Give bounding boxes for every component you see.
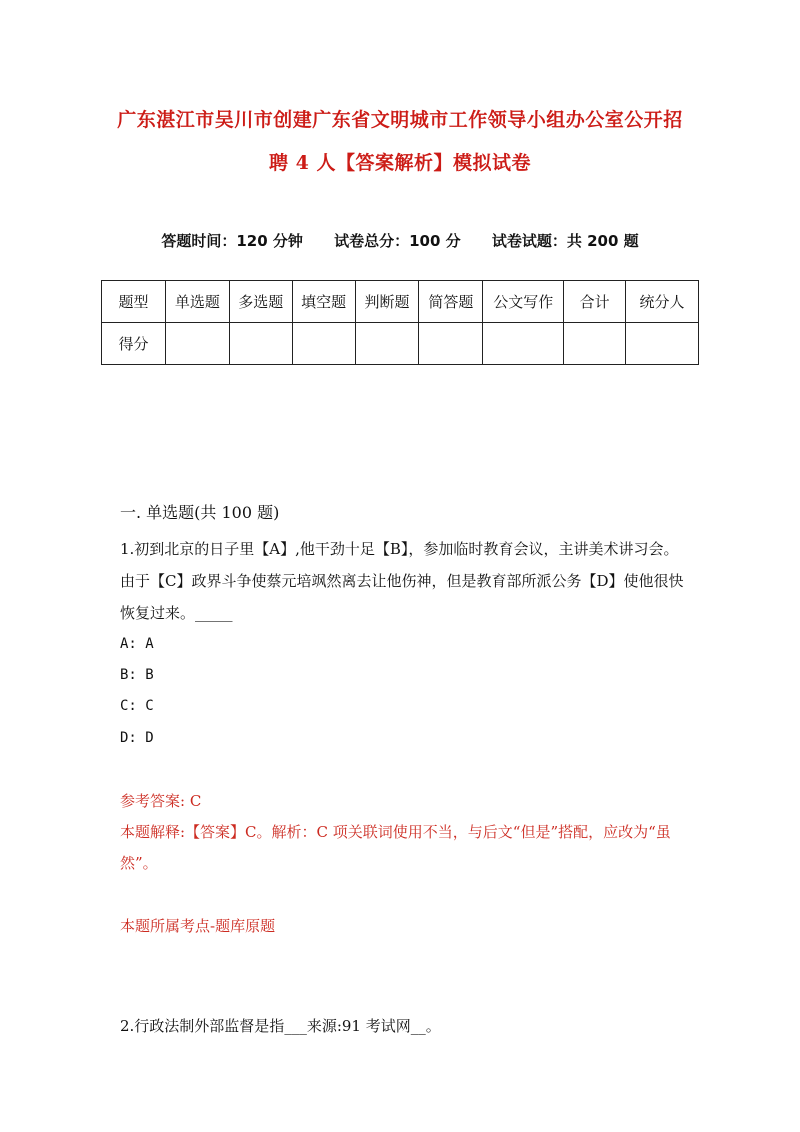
- score-table-score-row: [102, 323, 699, 365]
- section-title: 一. 单选题(共 100 题): [120, 503, 280, 522]
- score-cell: [292, 323, 355, 365]
- question-1-option-a: A: A: [120, 636, 154, 652]
- score-cell: [564, 323, 626, 365]
- score-cell: [483, 323, 564, 365]
- header-cell-short: 简答题: [419, 281, 483, 323]
- question-1-option-c: C: C: [120, 698, 154, 714]
- header-cell-multi: 多选题: [229, 281, 292, 323]
- document-title-line1: 广东湛江市吴川市创建广东省文明城市工作领导小组办公室公开招: [117, 109, 683, 131]
- header-cell-judge: 判断题: [355, 281, 419, 323]
- score-cell: [626, 323, 699, 365]
- question-1-source: 本题所属考点-题库原题: [120, 917, 276, 935]
- score-table-header-row: [102, 281, 699, 323]
- header-cell-fill: 填空题: [292, 281, 355, 323]
- question-1-answer: 参考答案: C: [120, 792, 202, 810]
- question-2-text: 2.行政法制外部监督是指___来源:91 考试网__。: [120, 1017, 441, 1035]
- question-1-option-d: D: D: [120, 730, 154, 746]
- score-cell: [355, 323, 419, 365]
- header-cell-total: 合计: [564, 281, 626, 323]
- score-table: [101, 280, 699, 365]
- score-cell: [229, 323, 292, 365]
- header-cell-writing: 公文写作: [483, 281, 564, 323]
- header-cell-scorer: 统分人: [626, 281, 699, 323]
- score-cell: [165, 323, 229, 365]
- score-row-label: 得分: [102, 323, 166, 365]
- exam-time: 答题时间：120 分钟: [161, 232, 303, 250]
- question-1-explanation: 本题解释:【答案】C。解析：C 项关联词使用不当，与后文“但是”搭配，应改为“虽然”。: [120, 823, 671, 872]
- question-1-option-b: B: B: [120, 667, 154, 683]
- exam-total-score: 试卷总分：100 分: [334, 232, 461, 250]
- header-cell-type: 题型: [102, 281, 166, 323]
- question-1-text: 1.初到北京的日子里【A】,他干劲十足【B】，参加临时教育会议，主讲美术讲习会。由于【C】政界斗争使蔡元培飒然离去让他伤神，但是教育部所派公务【D】使他很快恢复过来。_____: [120, 540, 684, 622]
- score-cell: [419, 323, 483, 365]
- exam-question-count: 试卷试题：共 200 题: [491, 232, 639, 250]
- document-title-line2: 聘 4 人【答案解析】模拟试卷: [269, 152, 531, 174]
- exam-meta: [0, 230, 800, 251]
- header-cell-single: 单选题: [165, 281, 229, 323]
